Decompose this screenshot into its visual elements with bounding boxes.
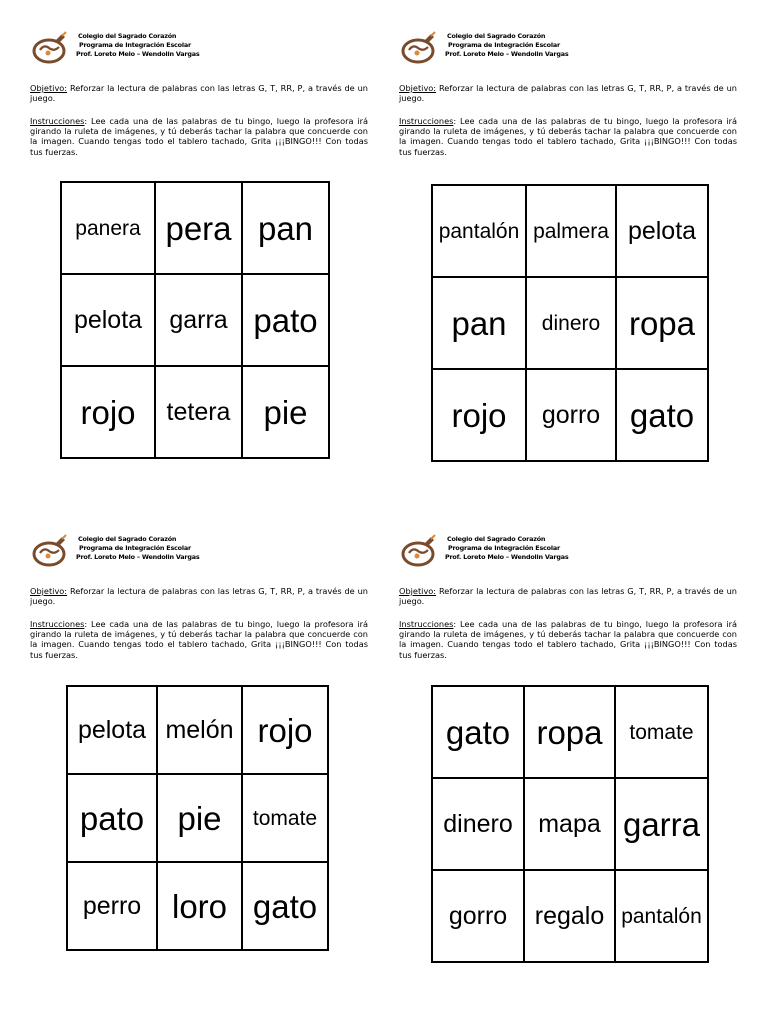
bingo-cell: rojo [61,366,155,458]
teachers-name: Prof. Loreto Melo – Wendolin Vargas [76,553,200,561]
teachers-name: Prof. Loreto Melo – Wendolin Vargas [76,50,200,58]
program-name: Programa de Integración Escolar [448,41,560,49]
objective-body: Reforzar la lectura de palabras con las letras G, T, RR, P, a través de un juego. [30,83,368,104]
school-logo-icon [401,30,445,64]
bingo-cell: loro [157,862,242,950]
school-name: Colegio del Sagrado Corazón [447,32,546,40]
bingo-cell: perro [67,862,157,950]
bingo-cell: dinero [432,778,524,870]
school-logo-icon [401,533,445,567]
school-name: Colegio del Sagrado Corazón [78,32,177,40]
objective-text [30,586,368,606]
school-header [32,533,352,567]
bingo-cell: palmera [526,185,616,277]
bingo-card-4 [399,533,739,973]
objective-body: Reforzar la lectura de palabras con las letras G, T, RR, P, a través de un juego. [399,586,737,607]
objective-text [399,83,737,103]
instructions-body: : Lee cada una de las palabras de tu bingo, luego la profesora irá girando la ruleta de imágenes, y tú deberás tachar la palabra que concuerde con la imagen. Cuando tengas todo el tablero tachado, Grita ¡¡¡BINGO!!! Con todas tus fuerzas. [30,619,368,660]
bingo-cell: rojo [242,686,328,774]
bingo-cell: gato [242,862,328,950]
bingo-cell: regalo [524,870,615,962]
bingo-cell: pantalón [615,870,708,962]
instructions-label: Instrucciones [30,619,85,629]
bingo-cell: pelota [67,686,157,774]
bingo-cell: rojo [432,369,526,461]
program-name: Programa de Integración Escolar [79,544,191,552]
bingo-cell: gorro [432,870,524,962]
bingo-cell: gorro [526,369,616,461]
bingo-cell: gato [616,369,708,461]
school-logo-icon [32,533,76,567]
bingo-cell: mapa [524,778,615,870]
instructions-body: : Lee cada una de las palabras de tu bingo, luego la profesora irá girando la ruleta de imágenes, y tú deberás tachar la palabra que concuerde con la imagen. Cuando tengas todo el tablero tachado, Grita ¡¡¡BINGO!!! Con todas tus fuerzas. [399,116,737,157]
bingo-board [66,685,329,951]
bingo-board [60,181,330,459]
bingo-card-2 [399,30,739,470]
program-name: Programa de Integración Escolar [448,544,560,552]
instructions-text [30,116,368,157]
teachers-name: Prof. Loreto Melo – Wendolin Vargas [445,553,569,561]
bingo-cell: pie [157,774,242,862]
objective-label: Objetivo: [30,83,68,93]
bingo-cell: tomate [615,686,708,778]
instructions-text [30,619,368,660]
instructions-label: Instrucciones [30,116,85,126]
bingo-cell: pelota [61,274,155,366]
objective-body: Reforzar la lectura de palabras con las letras G, T, RR, P, a través de un juego. [30,586,368,607]
objective-text [399,586,737,606]
school-header [401,30,721,64]
school-name: Colegio del Sagrado Corazón [447,535,546,543]
objective-label: Objetivo: [399,83,437,93]
bingo-cell: pelota [616,185,708,277]
bingo-cell: melón [157,686,242,774]
program-name: Programa de Integración Escolar [79,41,191,49]
bingo-cell: garra [615,778,708,870]
bingo-cell: ropa [524,686,615,778]
school-name: Colegio del Sagrado Corazón [78,535,177,543]
instructions-body: : Lee cada una de las palabras de tu bingo, luego la profesora irá girando la ruleta de imágenes, y tú deberás tachar la palabra que concuerde con la imagen. Cuando tengas todo el tablero tachado, Grita ¡¡¡BINGO!!! Con todas tus fuerzas. [399,619,737,660]
bingo-cell: gato [432,686,524,778]
bingo-card-1 [30,30,370,470]
bingo-cell: pan [242,182,329,274]
instructions-text [399,619,737,660]
objective-body: Reforzar la lectura de palabras con las letras G, T, RR, P, a través de un juego. [399,83,737,104]
bingo-cell: dinero [526,277,616,369]
bingo-cell: pera [155,182,242,274]
instructions-label: Instrucciones [399,116,454,126]
bingo-cell: panera [61,182,155,274]
bingo-cell: tetera [155,366,242,458]
objective-label: Objetivo: [30,586,68,596]
bingo-cell: pan [432,277,526,369]
school-header [32,30,352,64]
bingo-board [431,685,709,963]
teachers-name: Prof. Loreto Melo – Wendolin Vargas [445,50,569,58]
bingo-cell: garra [155,274,242,366]
objective-label: Objetivo: [399,586,437,596]
bingo-cell: tomate [242,774,328,862]
instructions-label: Instrucciones [399,619,454,629]
objective-text [30,83,368,103]
bingo-cell: pato [242,274,329,366]
bingo-cell: pie [242,366,329,458]
bingo-cell: ropa [616,277,708,369]
bingo-cell: pato [67,774,157,862]
instructions-text [399,116,737,157]
instructions-body: : Lee cada una de las palabras de tu bingo, luego la profesora irá girando la ruleta de imágenes, y tú deberás tachar la palabra que concuerde con la imagen. Cuando tengas todo el tablero tachado, Grita ¡¡¡BINGO!!! Con todas tus fuerzas. [30,116,368,157]
school-logo-icon [32,30,76,64]
bingo-card-3 [30,533,370,973]
bingo-board [431,184,709,462]
school-header [401,533,721,567]
bingo-cell: pantalón [432,185,526,277]
